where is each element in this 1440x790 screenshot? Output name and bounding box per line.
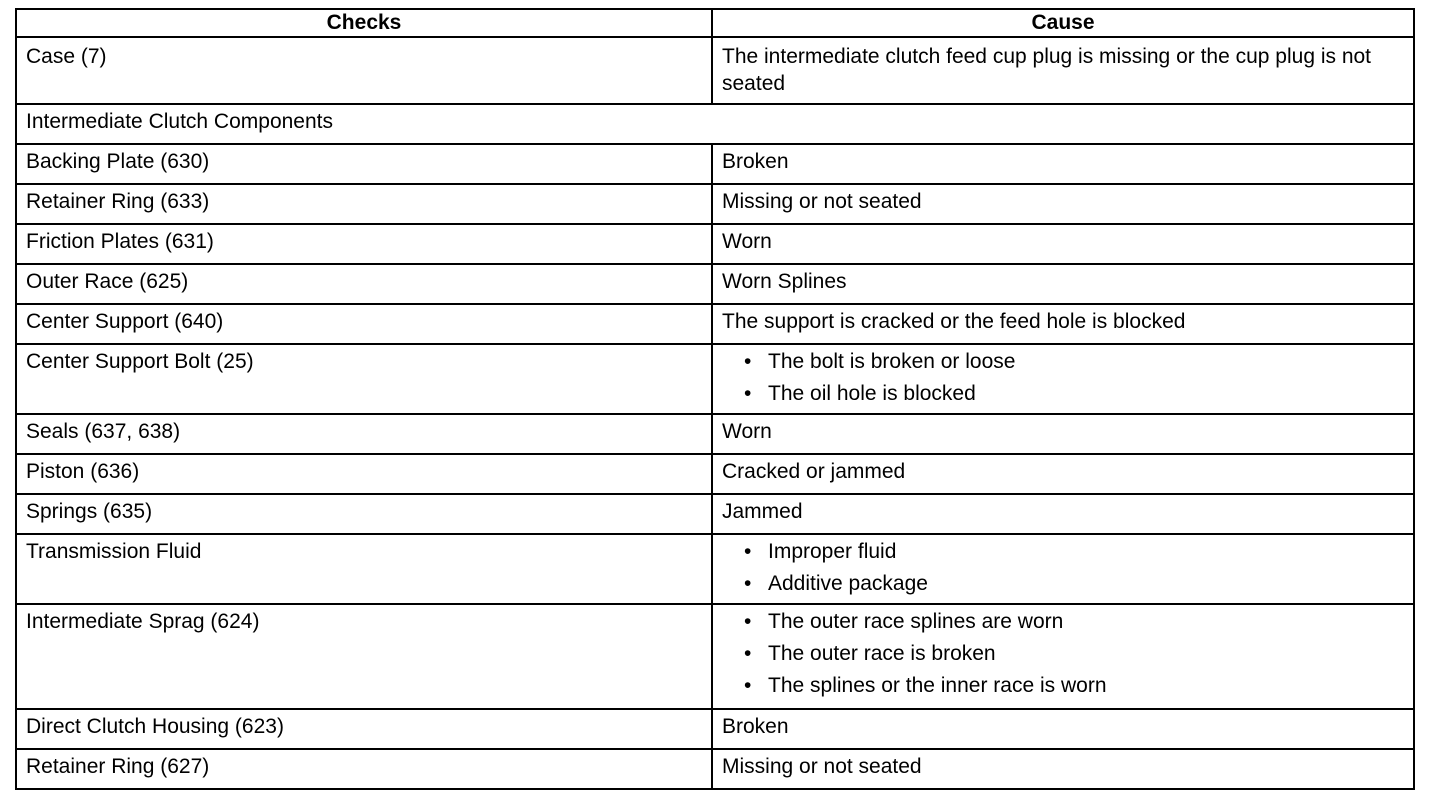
check-cell: Center Support (640): [16, 304, 712, 344]
cause-cell: Worn: [712, 224, 1414, 264]
cause-cell: Broken: [712, 144, 1414, 184]
cause-cell: Worn Splines: [712, 264, 1414, 304]
check-cell: Backing Plate (630): [16, 144, 712, 184]
table-row: [16, 414, 1414, 454]
cause-cell: Jammed: [712, 494, 1414, 534]
table-row: [16, 224, 1414, 264]
table-row: [16, 264, 1414, 304]
list-item: • The outer race is broken: [722, 638, 1404, 670]
list-item: • The bolt is broken or loose: [722, 346, 1404, 378]
table-row: [16, 144, 1414, 184]
list-item: • Improper fluid: [722, 536, 1404, 568]
table-row: [16, 184, 1414, 224]
table-row: [16, 709, 1414, 749]
cause-cell: Missing or not seated: [712, 749, 1414, 789]
cause-cell: [712, 344, 1414, 414]
table-row: [16, 749, 1414, 789]
check-cell: Piston (636): [16, 454, 712, 494]
table-row: [16, 344, 1414, 414]
table-row: [16, 534, 1414, 604]
table-row: [16, 454, 1414, 494]
check-cell: Retainer Ring (627): [16, 749, 712, 789]
cause-cell: Broken: [712, 709, 1414, 749]
check-cell: Intermediate Sprag (624): [16, 604, 712, 709]
cause-list: [722, 346, 1404, 410]
check-cell: Case (7): [16, 37, 712, 104]
table-row: [16, 494, 1414, 534]
cause-cell: The intermediate clutch feed cup plug is missing or the cup plug is not seated: [712, 37, 1414, 104]
header-row: [16, 9, 1414, 37]
check-cell: Friction Plates (631): [16, 224, 712, 264]
check-cell: Outer Race (625): [16, 264, 712, 304]
cause-cell: Worn: [712, 414, 1414, 454]
check-cell: Retainer Ring (633): [16, 184, 712, 224]
check-cell: Direct Clutch Housing (623): [16, 709, 712, 749]
section-heading: Intermediate Clutch Components: [16, 104, 1414, 144]
table-row: [16, 37, 1414, 104]
check-cell: Seals (637, 638): [16, 414, 712, 454]
check-cell: Center Support Bolt (25): [16, 344, 712, 414]
list-item: • The splines or the inner race is worn: [722, 670, 1404, 702]
list-item: • The outer race splines are worn: [722, 606, 1404, 638]
cause-list: [722, 606, 1404, 702]
cause-cell: Cracked or jammed: [712, 454, 1414, 494]
list-item: • Additive package: [722, 568, 1404, 600]
cause-list: [722, 536, 1404, 600]
cause-header: Cause: [712, 9, 1414, 37]
cause-cell: [712, 604, 1414, 709]
diagnosis-table: [15, 8, 1415, 790]
checks-header: Checks: [16, 9, 712, 37]
table-row: [16, 304, 1414, 344]
cause-cell: Missing or not seated: [712, 184, 1414, 224]
cause-cell: [712, 534, 1414, 604]
check-cell: Transmission Fluid: [16, 534, 712, 604]
check-cell: Springs (635): [16, 494, 712, 534]
list-item: • The oil hole is blocked: [722, 378, 1404, 410]
table-row: [16, 604, 1414, 709]
cause-cell: The support is cracked or the feed hole is blocked: [712, 304, 1414, 344]
section-row: [16, 104, 1414, 144]
